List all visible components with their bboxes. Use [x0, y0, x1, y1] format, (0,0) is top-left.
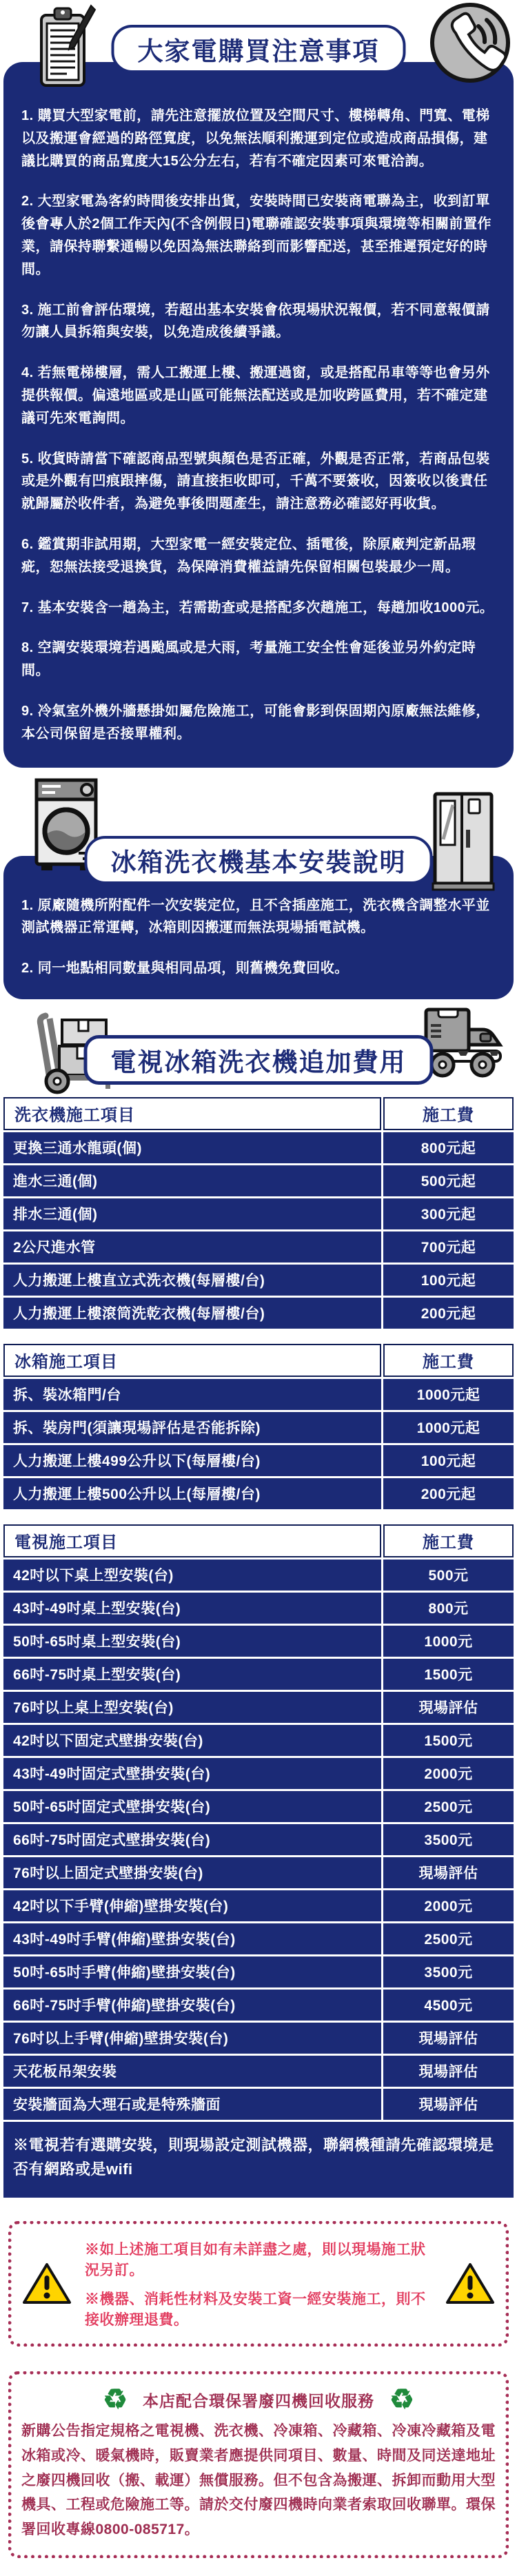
table-cell-fee: 2500元	[383, 1791, 514, 1822]
table-row	[3, 1857, 514, 1888]
table-cell-item: 66吋-75吋固定式壁掛安裝(台)	[3, 1824, 381, 1855]
table-cell-fee: 300元起	[383, 1198, 514, 1229]
table-cell-item: 50吋-65吋手臂(伸縮)壁掛安裝(台)	[3, 1956, 381, 1987]
table-cell-item: 66吋-75吋桌上型安裝(台)	[3, 1659, 381, 1690]
tv-install-note: ※電視若有選購安裝，則現場設定測試機器，聯網機種請先確認環境是否有網路或是wifi	[3, 2122, 514, 2198]
table-cell-item: 人力搬運上樓滾筒洗乾衣機(每層樓/台)	[3, 1298, 381, 1329]
table-row	[3, 1165, 514, 1196]
table-cell-fee: 1500元	[383, 1659, 514, 1690]
table-row	[3, 1725, 514, 1756]
table-cell-item: 43吋-49吋桌上型安裝(台)	[3, 1593, 381, 1624]
fridge-fee-rows	[3, 1379, 514, 1509]
warning-box	[8, 2221, 509, 2347]
table-header-fee: 施工費	[383, 1524, 514, 1557]
clipboard-pen-icon	[36, 4, 97, 91]
table-row	[3, 2023, 514, 2054]
table-cell-fee: 100元起	[383, 1445, 514, 1476]
install-item-2: 2. 同一地點相同數量與相同品項，則舊機免費回收。	[21, 961, 349, 977]
notice-item-5: 5. 收貨時請當下確認商品型號與顏色是否正確，外觀是否正常，若商品包裝或是外觀有凹痕跟摔傷，請直接拒收即可，千萬不要簽收，因簽收以後責任就歸屬於收件者，為避免事後問題產生，請注意務必確認好再收貨。	[21, 451, 490, 512]
table-cell-fee: 200元起	[383, 1478, 514, 1509]
table-cell-item: 42吋以下桌上型安裝(台)	[3, 1560, 381, 1591]
table-row	[3, 1692, 514, 1723]
tv-fee-table	[3, 1524, 514, 2198]
table-cell-item: 50吋-65吋固定式壁掛安裝(台)	[3, 1791, 381, 1822]
table-header-item: 冰箱施工項目	[3, 1344, 381, 1377]
table-cell-fee: 700元起	[383, 1231, 514, 1263]
table-cell-item: 76吋以上固定式壁掛安裝(台)	[3, 1857, 381, 1888]
table-row	[3, 1990, 514, 2021]
notice-item-2: 2. 大型家電為客約時間後安排出貨，安裝時間已安裝商電聯為主，收到訂單後會專人於2個工作天內(不含例假日)電聯確認安裝事項與環境等相關前置作業，請保持聯繫通暢以免因為無法聯絡到而影響配送，甚至推遲預定好的時間。	[21, 194, 491, 277]
table-cell-fee: 1000元起	[383, 1412, 514, 1443]
table-header-item: 電視施工項目	[3, 1524, 381, 1557]
extra-fees-header	[0, 999, 517, 1097]
table-row	[3, 1791, 514, 1822]
table-row	[3, 1923, 514, 1954]
table-cell-fee: 2000元	[383, 1758, 514, 1789]
table-cell-fee: 3500元	[383, 1956, 514, 1987]
table-row	[3, 1445, 514, 1476]
table-row	[3, 1890, 514, 1921]
table-cell-fee: 500元	[383, 1560, 514, 1591]
table-row	[3, 1478, 514, 1509]
table-cell-item: 拆、裝房門(須讓現場評估是否能拆除)	[3, 1412, 381, 1443]
table-cell-item: 76吋以上桌上型安裝(台)	[3, 1692, 381, 1723]
table-row	[3, 2056, 514, 2087]
fee-tables	[0, 1097, 517, 2198]
table-cell-fee: 1000元起	[383, 1379, 514, 1410]
table-cell-item: 43吋-49吋手臂(伸縮)壁掛安裝(台)	[3, 1923, 381, 1954]
table-cell-item: 66吋-75吋手臂(伸縮)壁掛安裝(台)	[3, 1990, 381, 2021]
table-row	[3, 1956, 514, 1987]
notice-item-1: 1. 購買大型家電前，請先注意擺放位置及空間尺寸、樓梯轉角、門寬、電梯以及搬運會經過的路徑寬度，以免無法順利搬運到定位或造成商品損傷，建議比購買的商品寬度大15公分左右，若有不確定因素可來電洽詢。	[21, 108, 490, 169]
table-row	[3, 1231, 514, 1263]
table-row	[3, 1132, 514, 1163]
install-item-1: 1. 原廠隨機所附配件一次安裝定位，且不含插座施工，洗衣機含調整水平並測試機器正常運轉，冰箱則因搬運而無法現場插電試機。	[21, 897, 490, 936]
table-cell-fee: 2000元	[383, 1890, 514, 1921]
table-cell-fee: 800元起	[383, 1132, 514, 1163]
table-cell-item: 2公尺進水管	[3, 1231, 381, 1263]
table-row	[3, 1593, 514, 1624]
refrigerator-icon	[432, 791, 495, 895]
table-header-fee: 施工費	[383, 1344, 514, 1377]
table-row	[3, 1659, 514, 1690]
table-cell-item: 排水三通(個)	[3, 1198, 381, 1229]
table-header-row	[3, 1524, 514, 1557]
table-cell-item: 42吋以下手臂(伸縮)壁掛安裝(台)	[3, 1890, 381, 1921]
table-cell-item: 拆、裝冰箱門/台	[3, 1379, 381, 1410]
warning-line-2: ※機器、消耗性材料及安裝工資一經安裝施工，則不接收辦理退費。	[85, 2291, 426, 2329]
table-row	[3, 1560, 514, 1591]
table-cell-fee: 3500元	[383, 1824, 514, 1855]
table-header-row	[3, 1344, 514, 1377]
table-cell-fee: 現場評估	[383, 1692, 514, 1723]
table-cell-item: 人力搬運上樓499公升以下(每層樓/台)	[3, 1445, 381, 1476]
table-cell-item: 76吋以上手臂(伸縮)壁掛安裝(台)	[3, 2023, 381, 2054]
warning-line-1: ※如上述施工項目如有未詳盡之處，則以現場施工狀況另訂。	[85, 2242, 426, 2279]
table-row	[3, 1379, 514, 1410]
table-row	[3, 1198, 514, 1229]
table-cell-fee: 現場評估	[383, 2089, 514, 2120]
purchase-notice-body	[3, 62, 514, 768]
warning-triangle-icon	[21, 2261, 72, 2307]
notice-item-7: 7. 基本安裝含一趟為主，若需勘查或是搭配多次趟施工，每趟加收1000元。	[21, 600, 494, 615]
table-cell-fee: 現場評估	[383, 2023, 514, 2054]
table-cell-fee: 現場評估	[383, 1857, 514, 1888]
table-cell-item: 人力搬運上樓直立式洗衣機(每層樓/台)	[3, 1265, 381, 1296]
table-cell-item: 42吋以下固定式壁掛安裝(台)	[3, 1725, 381, 1756]
notice-item-4: 4. 若無電梯樓層，需人工搬運上樓、搬運過窗，或是搭配吊車等等也會另外提供報價。偏遠地區或是山區可能無法配送或是加收跨區費用，若不確定建議可先來電詢問。	[21, 365, 490, 426]
washer-fee-rows	[3, 1132, 514, 1329]
warning-lines	[85, 2238, 432, 2329]
recycle-icon: ♻	[103, 2384, 128, 2415]
table-row	[3, 1412, 514, 1443]
table-cell-fee: 1500元	[383, 1725, 514, 1756]
section-title-basic-install: 冰箱洗衣機基本安裝說明	[85, 836, 433, 884]
table-cell-fee: 100元起	[383, 1265, 514, 1296]
table-cell-fee: 2500元	[383, 1923, 514, 1954]
table-cell-item: 進水三通(個)	[3, 1165, 381, 1196]
recycle-box	[8, 2371, 509, 2557]
recycle-title-row	[21, 2386, 496, 2413]
recycle-body-text: 新購公告指定規格之電視機、洗衣機、冷凍箱、冷藏箱、冷凍冷藏箱及電冰箱或冷、暖氣機時，販賣業者應提供同項目、數量、時間及同送達地址之廢四機回收（搬、載運）無償服務。但不包含為搬運、拆卸而動用大型機具、工程或危險施工等。請於交付廢四機時向業者索取回收聯單。環保署回收專線0800-085717。	[21, 2423, 496, 2538]
basic-install-header	[0, 768, 517, 877]
table-header-item: 洗衣機施工項目	[3, 1097, 381, 1130]
section-purchase-notice	[0, 0, 517, 768]
notice-item-3: 3. 施工前會評估環境，若超出基本安裝會依現場狀況報價，若不同意報價請勿讓人員拆箱與安裝，以免造成後續爭議。	[21, 302, 490, 340]
table-row	[3, 1626, 514, 1657]
table-row	[3, 2089, 514, 2120]
notice-item-8: 8. 空調安裝環境若遇颱風或是大雨，考量施工安全性會延後並另外約定時間。	[21, 640, 476, 679]
fridge-fee-table	[3, 1344, 514, 1509]
section-title-extra-fees: 電視冰箱洗衣機追加費用	[84, 1035, 434, 1085]
table-cell-fee: 800元	[383, 1593, 514, 1624]
table-cell-fee: 1000元	[383, 1626, 514, 1657]
warning-triangle-icon	[445, 2261, 496, 2307]
table-cell-item: 更換三通水龍頭(個)	[3, 1132, 381, 1163]
table-header-fee: 施工費	[383, 1097, 514, 1130]
table-row	[3, 1824, 514, 1855]
tv-fee-rows	[3, 1560, 514, 2120]
delivery-truck-icon	[422, 1006, 505, 1079]
table-cell-item: 43吋-49吋固定式壁掛安裝(台)	[3, 1758, 381, 1789]
section-title-purchase-notice: 大家電購買注意事項	[112, 25, 406, 73]
section-extra-fees	[0, 999, 517, 2198]
table-cell-item: 人力搬運上樓500公升以上(每層樓/台)	[3, 1478, 381, 1509]
table-cell-fee: 500元起	[383, 1165, 514, 1196]
section-basic-install	[0, 768, 517, 999]
table-cell-fee: 4500元	[383, 1990, 514, 2021]
table-header-row	[3, 1097, 514, 1130]
notice-item-9: 9. 冷氣室外機外牆懸掛如屬危險施工，可能會影到保固期內原廠無法維修，本公司保留是否接單權利。	[21, 703, 490, 742]
table-row	[3, 1265, 514, 1296]
notice-item-6: 6. 鑑賞期非試用期，大型家電一經安裝定位、插電後，除原廠判定新品瑕疵，恕無法接受退換貨，為保障消費權益請先保留相關包裝最少一周。	[21, 536, 476, 575]
table-row	[3, 1758, 514, 1789]
table-cell-fee: 現場評估	[383, 2056, 514, 2087]
table-cell-fee: 200元起	[383, 1298, 514, 1329]
recycle-title: 本店配合環保署廢四機回收服務	[143, 2391, 374, 2410]
table-row	[3, 1298, 514, 1329]
table-cell-item: 安裝牆面為大理石或是特殊牆面	[3, 2089, 381, 2120]
table-cell-item: 天花板吊架安裝	[3, 2056, 381, 2087]
table-cell-item: 50吋-65吋桌上型安裝(台)	[3, 1626, 381, 1657]
recycle-icon: ♻	[389, 2384, 414, 2415]
washer-fee-table	[3, 1097, 514, 1329]
phone-icon	[429, 1, 511, 84]
